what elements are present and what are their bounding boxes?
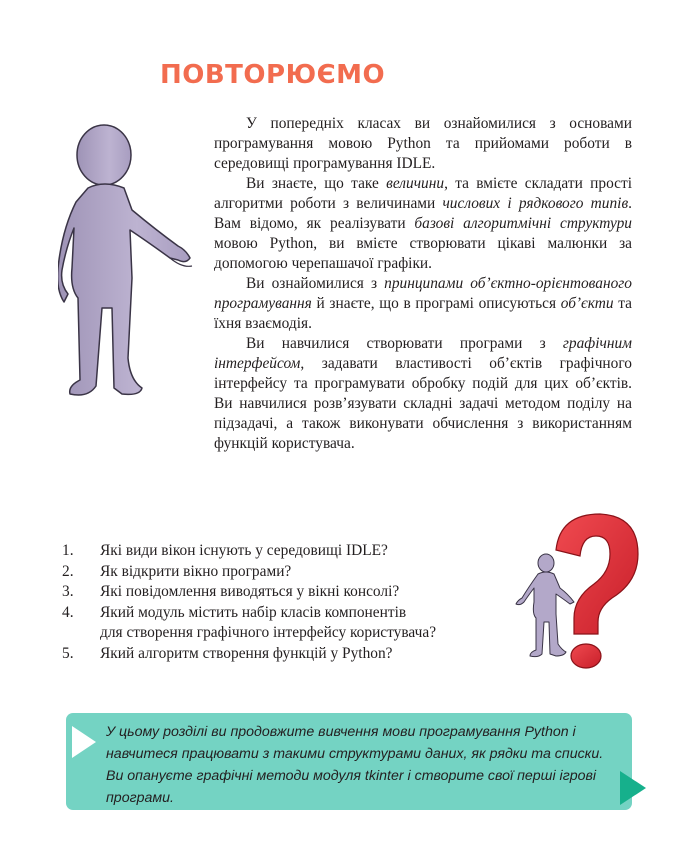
question-item: 5. Який алгоритм створення функцій у Python? xyxy=(62,644,393,662)
chapter-info-text: У цьому розділі ви продовжите вивчення мови програмування Python і навчитеся працювати з такими структурами даних, як рядки та списки. Ви опануєте графічні методи модуля tkinter і створите свої перші ігрові програми. xyxy=(106,724,604,806)
intro-text xyxy=(214,114,632,454)
next-arrow-icon xyxy=(618,769,648,807)
intro-paragraph-4: Ви навчилися створювати програми з графічним інтерфейсом, задавати властивості об’єктів графічного інтерфейсу та програмувати обробку подій для цих об’єктів. Ви навчилися розв’язувати складні задачі методом поділу на підзадачі, а також виконувати обчислення з використанням функцій користувача. xyxy=(214,335,632,452)
question-item: 1. Які види вікон існують у середовищі IDLE? xyxy=(62,542,388,559)
thinking-person-illustration xyxy=(58,118,198,408)
question-mark-illustration xyxy=(512,510,642,675)
review-questions-list xyxy=(62,541,436,664)
section-title: ПОВТОРЮЄМО xyxy=(160,60,386,90)
question-item: 2. Як відкрити вікно програми? xyxy=(62,562,292,580)
intro-paragraph-2: Ви знаєте, що таке величини, та вмієте складати прості алгоритми роботи з величинами числових і рядкового типів. Вам відомо, як реалізувати базові алгоритмічні структури мовою Python, ви вмієте створювати цікаві малюнки за допомогою черепашачої графіки. xyxy=(214,175,632,272)
question-item: 3. Які повідомлення виводяться у вікні консолі? xyxy=(62,583,400,600)
intro-paragraph-1: У попередніх класах ви ознайомилися з основами програмування мовою Python та прийомами роботи в середовищі програмування IDLE. xyxy=(214,115,632,172)
intro-paragraph-3: Ви ознайомилися з принципами об’єктно-орієнтованого програмування й знаєте, що в програмі описуються об’єкти та їхня взаємодія. xyxy=(214,275,632,332)
question-item: 4. Який модуль містить набір класів компонентів для створення графічного інтерфейсу користувача? xyxy=(62,603,437,641)
play-arrow-icon xyxy=(70,724,98,760)
